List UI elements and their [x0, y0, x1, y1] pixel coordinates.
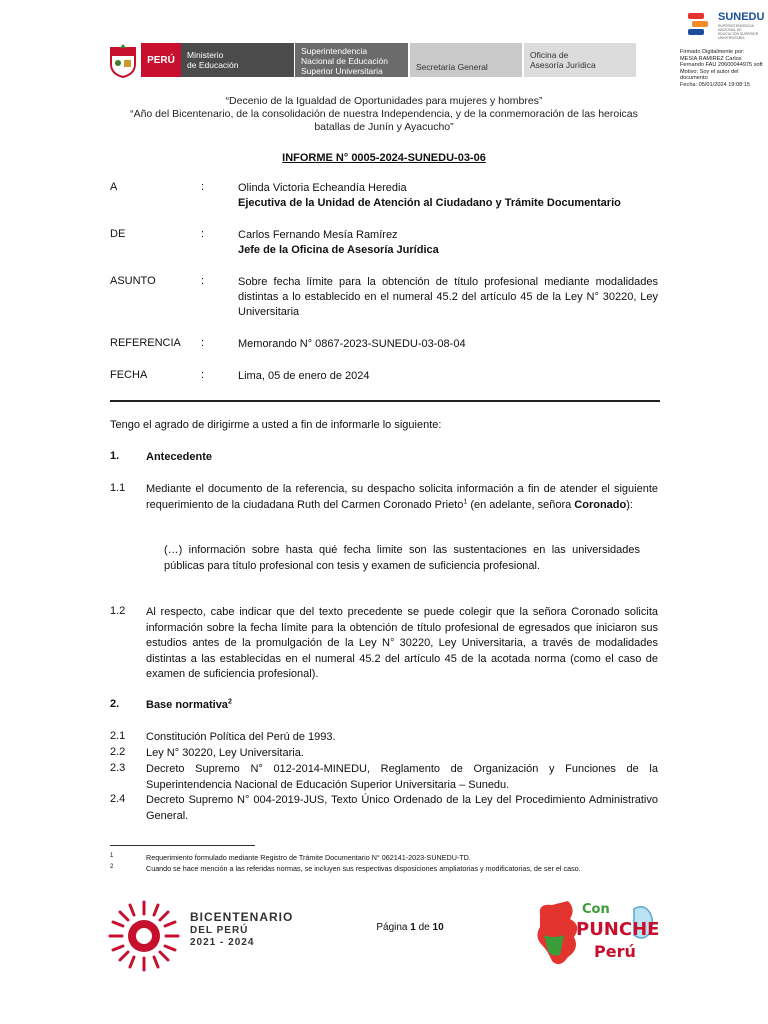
recipient-name: Olinda Victoria Echeandía Heredia: [238, 182, 407, 194]
page-current: 1: [410, 922, 416, 933]
signature-line: Firmado Digitalmente por:: [680, 49, 745, 55]
footnote-divider: [110, 845, 255, 846]
mottos: [100, 95, 668, 134]
bicentenario-logo-icon: [106, 898, 182, 974]
section-title-text: Base normativa: [146, 699, 228, 711]
header-ministry-line2: de Educación: [187, 60, 239, 70]
header-secretaria: Secretaría General: [410, 43, 522, 77]
sunedu-logo-icon: [686, 10, 716, 40]
signature-line: documento: [680, 75, 708, 82]
con-punche-peru-logo-icon: [530, 895, 660, 973]
field-colon: :: [201, 181, 205, 193]
field-colon: :: [201, 228, 205, 240]
signature-line: Motivo: Soy el autor del: [680, 68, 739, 75]
header-sup-line3: Superior Universitaria: [301, 66, 383, 76]
punche-peru: Perú: [594, 942, 636, 961]
section-title: Antecedente: [146, 451, 213, 463]
footnote-ref: 2: [227, 698, 232, 706]
header-ministry-line1: Ministerio: [187, 50, 224, 60]
sender-role: Jefe de la Oficina de Asesoría Jurídica: [238, 244, 439, 256]
signature-line: MESIA RAMIREZ Carlos: [680, 55, 742, 62]
section-number: 2.: [110, 698, 120, 710]
punche-word: PUNCHE: [576, 919, 660, 940]
bicentenario-text: [190, 910, 293, 948]
sender-name: Carlos Fernando Mesía Ramírez: [238, 229, 398, 241]
field-label-a: A: [110, 181, 118, 193]
footnote-number: 1: [110, 853, 114, 859]
header-sup-line2: Nacional de Educación: [301, 56, 388, 66]
paragraph-1-1: [146, 482, 658, 513]
field-value-referencia: Memorando N° 0867-2023-SUNEDU-03-08-04: [238, 338, 466, 350]
motto-line: “Decenio de la Igualdad de Oportunidades para mujeres y hombres”: [225, 95, 543, 107]
paragraph-text: ):: [626, 498, 633, 511]
field-label-referencia: REFERENCIA: [110, 337, 181, 349]
field-colon: :: [201, 337, 205, 349]
header-oficina: [524, 43, 636, 77]
section-title: [146, 698, 232, 714]
list-number: 2.2: [110, 746, 126, 758]
field-value-fecha: Lima, 05 de enero de 2024: [238, 370, 370, 382]
list-item: Decreto Supremo N° 004-2019-JUS, Texto Único Ordenado de la Ley del Procedimiento Administrativo General.: [146, 794, 658, 822]
field-value-de: [238, 228, 658, 258]
motto-line: “Año del Bicentenario, de la consolidación de nuestra Independencia, y de la conmemoración de las heroicas: [130, 108, 638, 120]
field-label-de: DE: [110, 228, 126, 240]
punche-con: Con: [582, 902, 610, 917]
header-superintendencia: [295, 43, 408, 77]
paragraph-text: (en adelante, señora: [467, 498, 575, 511]
paragraph-bold: Coronado: [574, 498, 627, 511]
paragraph-number: 1.2: [110, 605, 126, 617]
sunedu-logo-sub: SUPERINTENDENCIA NACIONAL DE EDUCACIÓN SUPERIOR UNIVERSITARIA: [718, 24, 759, 40]
peru-coat-of-arms-icon: [108, 44, 138, 78]
list-number: 2.3: [110, 762, 126, 774]
bicentenario-line1: BICENTENARIO: [190, 910, 294, 924]
field-value-a: [238, 181, 658, 211]
footnote-text: Requerimiento formulado mediante Registro de Trámite Documentario N° 062141-2023-SUNEDU-TD.: [146, 853, 471, 862]
page-total: 10: [432, 922, 444, 933]
bicentenario-line3: 2021 - 2024: [190, 937, 255, 948]
list-item: Ley N° 30220, Ley Universitaria.: [146, 747, 304, 759]
header-divider: [110, 400, 660, 402]
list-item: Decreto Supremo N° 012-2014-MINEDU, Reglamento de Organización y Funciones de la Superintendencia Nacional de Educación Superior Universitaria – Sunedu.: [146, 763, 658, 791]
paragraph-text: Mediante el documento de la referencia, su despacho solicita información a fin de atender el siguiente requerimiento de la ciudadana Ruth del Carmen Coronado Prieto: [146, 483, 658, 511]
header-oficina-line1: Oficina de: [530, 50, 569, 60]
field-label-asunto: ASUNTO: [110, 275, 156, 287]
bicentenario-line2: DEL PERÚ: [190, 925, 249, 936]
header-ministry: [181, 43, 294, 77]
field-label-fecha: FECHA: [110, 369, 148, 381]
signature-line: Fernando FAU 20600044975 soft: [680, 62, 763, 69]
page-number: [340, 922, 480, 933]
recipient-role: Ejecutiva de la Unidad de Atención al Ciudadano y Trámite Documentario: [238, 197, 621, 209]
paragraph-number: 1.1: [110, 482, 126, 494]
footnote-ref: 1: [463, 497, 468, 505]
list-item: Constitución Política del Perú de 1993.: [146, 731, 336, 743]
list-number: 2.4: [110, 793, 126, 805]
sunedu-logo-name: SUNEDU: [718, 11, 765, 23]
field-colon: :: [201, 369, 205, 381]
list-number: 2.1: [110, 730, 126, 742]
field-value-asunto: Sobre fecha límite para la obtención de título profesional mediante modalidades distintas a lo establecido en el numeral 45.2 del artículo 45 de la Ley N° 30220, Ley Universitaria: [238, 276, 658, 318]
document-title: INFORME N° 0005-2024-SUNEDU-03-06: [282, 152, 486, 164]
quoted-request: (…) información sobre hasta qué fecha limite son las sustentaciones en las universidades públicas para título profesional con tesis y examen de suficiencia profesional.: [164, 544, 640, 572]
page-prefix: Página: [376, 922, 411, 933]
header-oficina-line2: Asesoría Jurídica: [530, 60, 596, 70]
page-mid: de: [415, 922, 433, 933]
section-number: 1.: [110, 450, 120, 462]
header-peru-badge: PERÚ: [141, 43, 181, 77]
digital-signature: [680, 49, 766, 89]
field-colon: :: [201, 275, 205, 287]
paragraph-1-2: Al respecto, cabe indicar que del texto precedente se puede colegir que la señora Coronado solicita información sobre la fecha límite para la obtención de título profesional de egresados que iniciaron sus estudios antes de la promulgación de la Ley N° 30220, Ley Universitaria, a través de modalidades distintas a las establecidas en el numeral 45.2 del artículo 45 de la acotada norma (como el caso de examen de suficiencia profesional).: [146, 606, 658, 680]
footnote-text: Cuando se hace mención a las referidas normas, se incluyen sus respectivas disposiciones ampliatorias y modificatorias, de ser el caso.: [146, 864, 581, 873]
header-sup-line1: Superintendencia: [301, 46, 368, 56]
intro-paragraph: Tengo el agrado de dirigirme a usted a fin de informarle lo siguiente:: [110, 419, 442, 431]
footnote-number: 2: [110, 864, 114, 870]
signature-line: Fecha: 05/01/2024 19:08:15: [680, 81, 750, 88]
motto-line: batallas de Junín y Ayacucho”: [314, 121, 454, 133]
